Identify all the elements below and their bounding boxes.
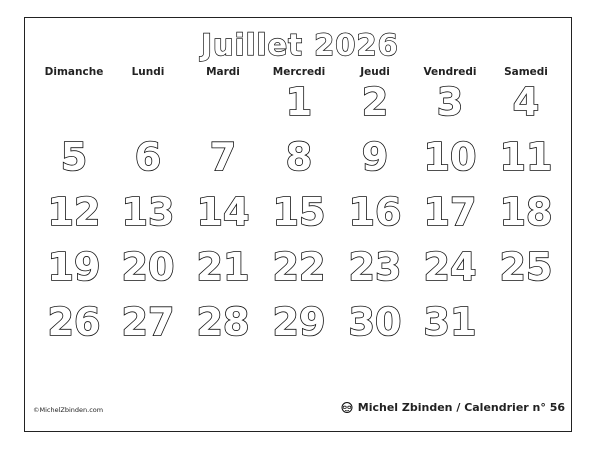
weekday-tuesday: Mardi (206, 66, 240, 78)
day-number: 16 (348, 190, 402, 234)
day-number: 9 (361, 135, 389, 179)
day-number: 21 (196, 245, 250, 289)
weekday-saturday: Samedi (504, 66, 548, 78)
day-number: 5 (60, 135, 88, 179)
day-number: 12 (47, 190, 101, 234)
day-number: 14 (196, 190, 250, 234)
day-number: 28 (196, 300, 250, 344)
author-credit-text: Michel Zbinden / Calendrier n° 56 (357, 400, 565, 414)
day-number: 13 (121, 190, 175, 234)
day-number: 26 (47, 300, 101, 344)
day-number: 7 (209, 135, 237, 179)
day-number: 27 (121, 300, 175, 344)
day-number: 22 (272, 245, 326, 289)
day-number: 6 (134, 135, 162, 179)
day-number: 30 (348, 300, 402, 344)
day-number: 17 (423, 190, 477, 234)
calendar-title: Juillet 2026 (201, 28, 399, 62)
day-number: 2 (361, 80, 389, 124)
weekday-wednesday: Mercredi (272, 66, 326, 78)
day-number: 10 (423, 135, 477, 179)
weekday-friday: Vendredi (423, 66, 477, 78)
day-number: 3 (436, 80, 464, 124)
day-number: 24 (423, 245, 477, 289)
day-number: 25 (499, 245, 553, 289)
weekday-monday: Lundi (131, 66, 165, 78)
day-number: 29 (272, 300, 326, 344)
day-number: 15 (272, 190, 326, 234)
day-number: 23 (348, 245, 402, 289)
day-number: 18 (499, 190, 553, 234)
website-credit: ©MichelZbinden.com (33, 406, 104, 414)
day-number: 19 (47, 245, 101, 289)
day-number: 20 (121, 245, 175, 289)
author-credit (340, 400, 565, 414)
day-number: 11 (499, 135, 553, 179)
day-number: 1 (285, 80, 313, 124)
day-number: 31 (423, 300, 477, 344)
weekday-sunday: Dimanche (44, 66, 104, 78)
day-number: 4 (512, 80, 540, 124)
face-logo-icon (340, 401, 354, 413)
weekday-thursday: Jeudi (360, 66, 390, 78)
day-number: 8 (285, 135, 313, 179)
